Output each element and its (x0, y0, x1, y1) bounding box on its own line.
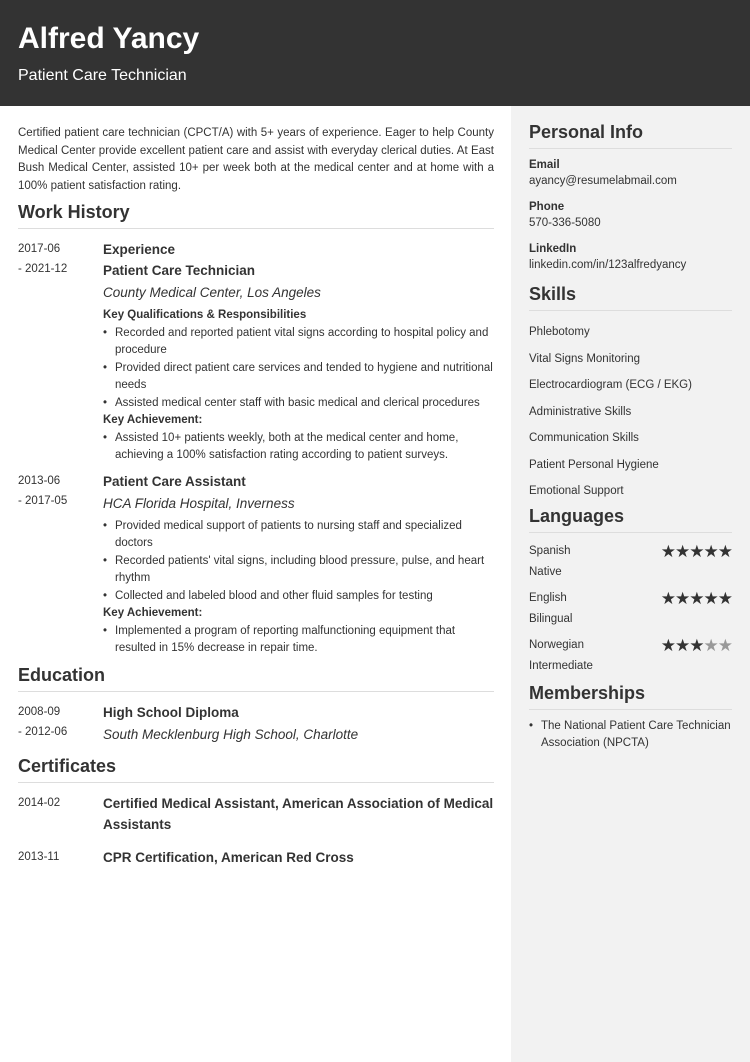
rating-stars (661, 588, 732, 609)
email-label: Email (529, 159, 560, 171)
candidate-name: Alfred Yancy (18, 22, 200, 55)
skill-item: Emotional Support (529, 485, 624, 497)
personal-info-heading: Personal Info (529, 121, 732, 149)
star-icon: ★ (703, 635, 718, 655)
cert-date: 2014-02 (18, 796, 61, 809)
star-icon: ★ (689, 635, 704, 655)
date-start: 2013-06 (18, 474, 61, 487)
entry-label: Experience (103, 242, 176, 257)
languages-heading: Languages (529, 505, 732, 533)
achievement-heading: Key Achievement: (103, 607, 203, 619)
language-name: English (529, 591, 567, 604)
linkedin-value[interactable]: linkedin.com/in/123alfredyancy (529, 259, 687, 271)
rating-stars (661, 635, 732, 656)
degree: High School Diploma (103, 704, 239, 720)
bullet: • Provided direct patient care services and tended to hygiene and nutritional needs (103, 360, 494, 395)
star-icon: ★ (660, 588, 675, 608)
star-icon: ★ (689, 541, 704, 561)
skill-item: Vital Signs Monitoring (529, 352, 641, 365)
cert-date: 2013-11 (18, 850, 60, 863)
bullet: • Recorded and reported patient vital signs according to hospital policy and procedure (103, 325, 494, 360)
skills-heading: Skills (529, 283, 732, 311)
skill-item: Administrative Skills (529, 405, 632, 418)
certificate-entry (18, 847, 494, 868)
company: HCA Florida Hospital, Inverness (103, 495, 295, 511)
achievement-heading: Key Achievement: (103, 414, 203, 426)
star-icon: ★ (717, 588, 732, 608)
phone-label: Phone (529, 201, 565, 213)
skills-list (529, 319, 732, 505)
star-icon: ★ (660, 541, 675, 561)
education-heading: Education (18, 664, 494, 692)
date-start: 2017-06 (18, 243, 61, 255)
star-icon: ★ (660, 635, 675, 655)
school: South Mecklenburg High School, Charlotte (103, 726, 359, 742)
skill-item: Electrocardiogram (ECG / EKG) (529, 379, 692, 391)
language-row (529, 541, 732, 562)
certificate-entry (18, 793, 494, 835)
email-value[interactable]: ayancy@resumelabmail.com (529, 175, 677, 187)
candidate-title: Patient Care Technician (18, 67, 187, 84)
job-role: Patient Care Assistant (103, 473, 246, 489)
skill-item: Phlebotomy (529, 326, 590, 338)
responsibilities-heading: Key Qualifications & Responsibilities (103, 309, 307, 321)
certificates-heading: Certificates (18, 755, 494, 783)
bullet: • Provided medical support of patients to nursing staff and specialized doctors (103, 518, 494, 553)
memberships-heading: Memberships (529, 682, 732, 710)
main-column (18, 125, 494, 874)
rating-stars (661, 541, 732, 562)
date-end: - 2012-06 (18, 725, 68, 738)
language-level: Intermediate (529, 659, 593, 672)
work-history-heading: Work History (18, 201, 494, 229)
star-icon: ★ (703, 588, 718, 608)
summary: Certified patient care technician (CPCT/A) with 5+ years of experience. Eager to help County Medical Center provide excellent patient care and assist with everyday clerical duties. At East Bush Medical Center, assisted 10+ per week both at the medical center and at home with a 100% patient satisfaction rating. (18, 127, 494, 192)
work-entry (18, 471, 494, 658)
job-role: Patient Care Technician (103, 263, 256, 278)
work-entry (18, 239, 494, 465)
education-entry (18, 702, 494, 749)
phone-value: 570-336-5080 (529, 217, 601, 229)
bullet: • Recorded patients' vital signs, including blood pressure, pulse, and heart rhythm (103, 553, 494, 588)
company: County Medical Center, Los Angeles (103, 285, 321, 300)
star-icon: ★ (675, 588, 690, 608)
date-end: - 2017-05 (18, 494, 68, 507)
star-icon: ★ (703, 541, 718, 561)
linkedin-label: LinkedIn (529, 243, 577, 255)
languages-list (529, 541, 732, 677)
language-level: Native (529, 565, 562, 578)
language-row (529, 635, 732, 656)
membership-item: • The National Patient Care Technician Association (NPCTA) (529, 718, 732, 752)
language-name: Spanish (529, 544, 571, 557)
star-icon: ★ (717, 541, 732, 561)
edu-date (18, 702, 103, 749)
cert-name: CPR Certification, American Red Cross (103, 849, 354, 865)
star-icon: ★ (717, 635, 732, 655)
work-date (18, 471, 103, 658)
star-icon: ★ (675, 541, 690, 561)
cert-name: Certified Medical Assistant, American Association of Medical Assistants (103, 795, 494, 832)
bullet: • Collected and labeled blood and other fluid samples for testing (103, 588, 494, 606)
resume-header (0, 0, 750, 106)
work-date (18, 239, 103, 465)
date-start: 2008-09 (18, 705, 61, 718)
achievement: • Assisted 10+ patients weekly, both at the medical center and home, achieving a 100% satisfaction rating according to patient surveys. (103, 430, 494, 465)
language-level: Bilingual (529, 612, 573, 625)
language-row (529, 588, 732, 609)
star-icon: ★ (689, 588, 704, 608)
star-icon: ★ (675, 635, 690, 655)
skill-item: Patient Personal Hygiene (529, 458, 659, 471)
sidebar (529, 121, 732, 752)
skill-item: Communication Skills (529, 432, 639, 444)
achievement: • Implemented a program of reporting malfunctioning equipment that resulted in 15% decrease in repair time. (103, 623, 494, 658)
language-name: Norwegian (529, 638, 584, 651)
date-end: - 2021-12 (18, 263, 68, 275)
bullet: • Assisted medical center staff with basic medical and clerical procedures (103, 395, 494, 413)
